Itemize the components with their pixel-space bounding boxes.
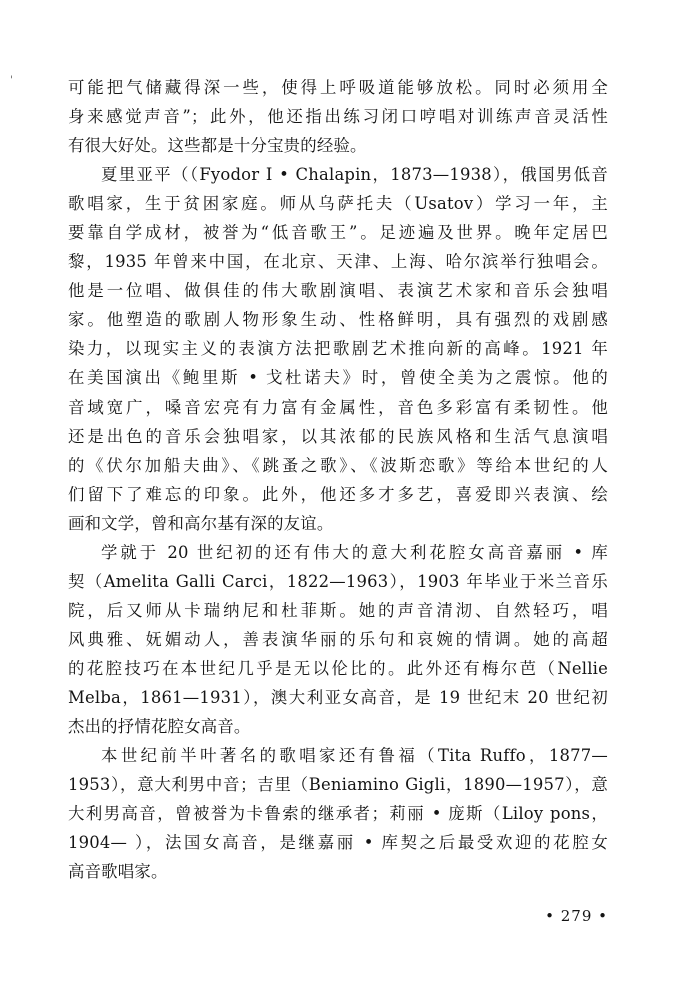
text-line: Melba，1861—1931），澳大利亚女高音，是 19 世纪末 20 世纪初 — [68, 687, 608, 707]
text-line: 家。他塑造的歌剧人物形象生动、性格鲜明，具有强烈的戏剧感 — [68, 310, 608, 330]
text-line: 的《伏尔加船夫曲》、《跳蚤之歌》、《波斯恋歌》等给本世纪的人 — [68, 455, 608, 475]
text-line: 学就于 20 世纪初的还有伟大的意大利花腔女高音嘉丽 • 库 — [101, 542, 608, 562]
text-line: 杰出的抒情花腔女高音。 — [68, 717, 251, 737]
text-line: 染力，以现实主义的表演方法把歌剧艺术推向新的高峰。1921 年 — [68, 339, 608, 359]
text-line: 院，后又师从卡瑞纳尼和杜菲斯。她的声音清沏、自然轻巧，唱 — [68, 600, 608, 620]
text-line: 音域宽广，嗓音宏亮有力富有金属性，音色多彩富有柔韧性。他 — [68, 397, 608, 417]
text-line: 可能把气储藏得深一些，使得上呼吸道能够放松。同时必须用全 — [68, 78, 608, 97]
paragraph-3 — [68, 538, 608, 741]
page-number: • 279 • — [545, 907, 608, 925]
text-line: 身来感觉声音”；此外，他还指出练习闭口哼唱对训练声音灵活性 — [68, 107, 608, 127]
text-line: 风典雅、妩媚动人，善表演华丽的乐句和哀婉的情调。她的高超 — [68, 629, 608, 649]
text-line: 黎，1935 年曾来中国，在北京、天津、上海、哈尔滨举行独唱会。 — [68, 252, 608, 272]
text-line: 高音歌唱家。 — [68, 862, 168, 882]
text-line: 1904— ），法国女高音，是继嘉丽 • 库契之后最受欢迎的花腔女 — [68, 833, 608, 853]
body-text — [68, 73, 608, 886]
paragraph-2 — [68, 160, 608, 538]
paragraph-1 — [68, 73, 608, 160]
text-line: 们留下了难忘的印象。此外，他还多才多艺，喜爱即兴表演、绘 — [68, 484, 608, 504]
text-line: 有很大好处。这些都是十分宝贵的经验。 — [68, 136, 367, 156]
text-line: 1953），意大利男中音；吉里（Beniamino Gigli，1890—1957），意 — [68, 775, 608, 795]
text-line: 画和文学，曾和高尔基有深的友谊。 — [68, 513, 334, 533]
text-line: 夏里亚平（（Fyodor I • Chalapin，1873—1938），俄国男低音 — [101, 165, 608, 185]
text-line: 还是出色的音乐会独唱家，以其浓郁的民族风格和生活气息演唱 — [68, 426, 608, 446]
text-line: 契（Amelita Galli Carci，1822—1963），1903 年毕业于米兰音乐 — [68, 571, 608, 591]
text-line: 在美国演出《鲍里斯 • 戈杜诺夫》时，曾使全美为之震惊。他的 — [68, 368, 608, 388]
text-line: 歌唱家，生于贫困家庭。师从乌萨托夫（Usatov）学习一年，主 — [68, 194, 608, 214]
text-line: 的花腔技巧在本世纪几乎是无以伦比的。此外还有梅尔芭（Nellie — [68, 658, 608, 678]
paragraph-4 — [68, 741, 608, 886]
text-line: 大利男高音，曾被誉为卡鲁索的继承者；莉丽 • 庞斯（Liloy pons， — [68, 804, 608, 824]
text-line: 本世纪前半叶著名的歌唱家还有鲁福（Tita Ruffo，1877— — [101, 746, 608, 766]
margin-mark: ' — [10, 75, 13, 86]
text-line: 要靠自学成材，被誉为“低音歌王”。足迹遍及世界。晚年定居巴 — [68, 223, 608, 243]
text-line: 他是一位唱、做俱佳的伟大歌剧演唱、表演艺术家和音乐会独唱 — [68, 281, 608, 301]
